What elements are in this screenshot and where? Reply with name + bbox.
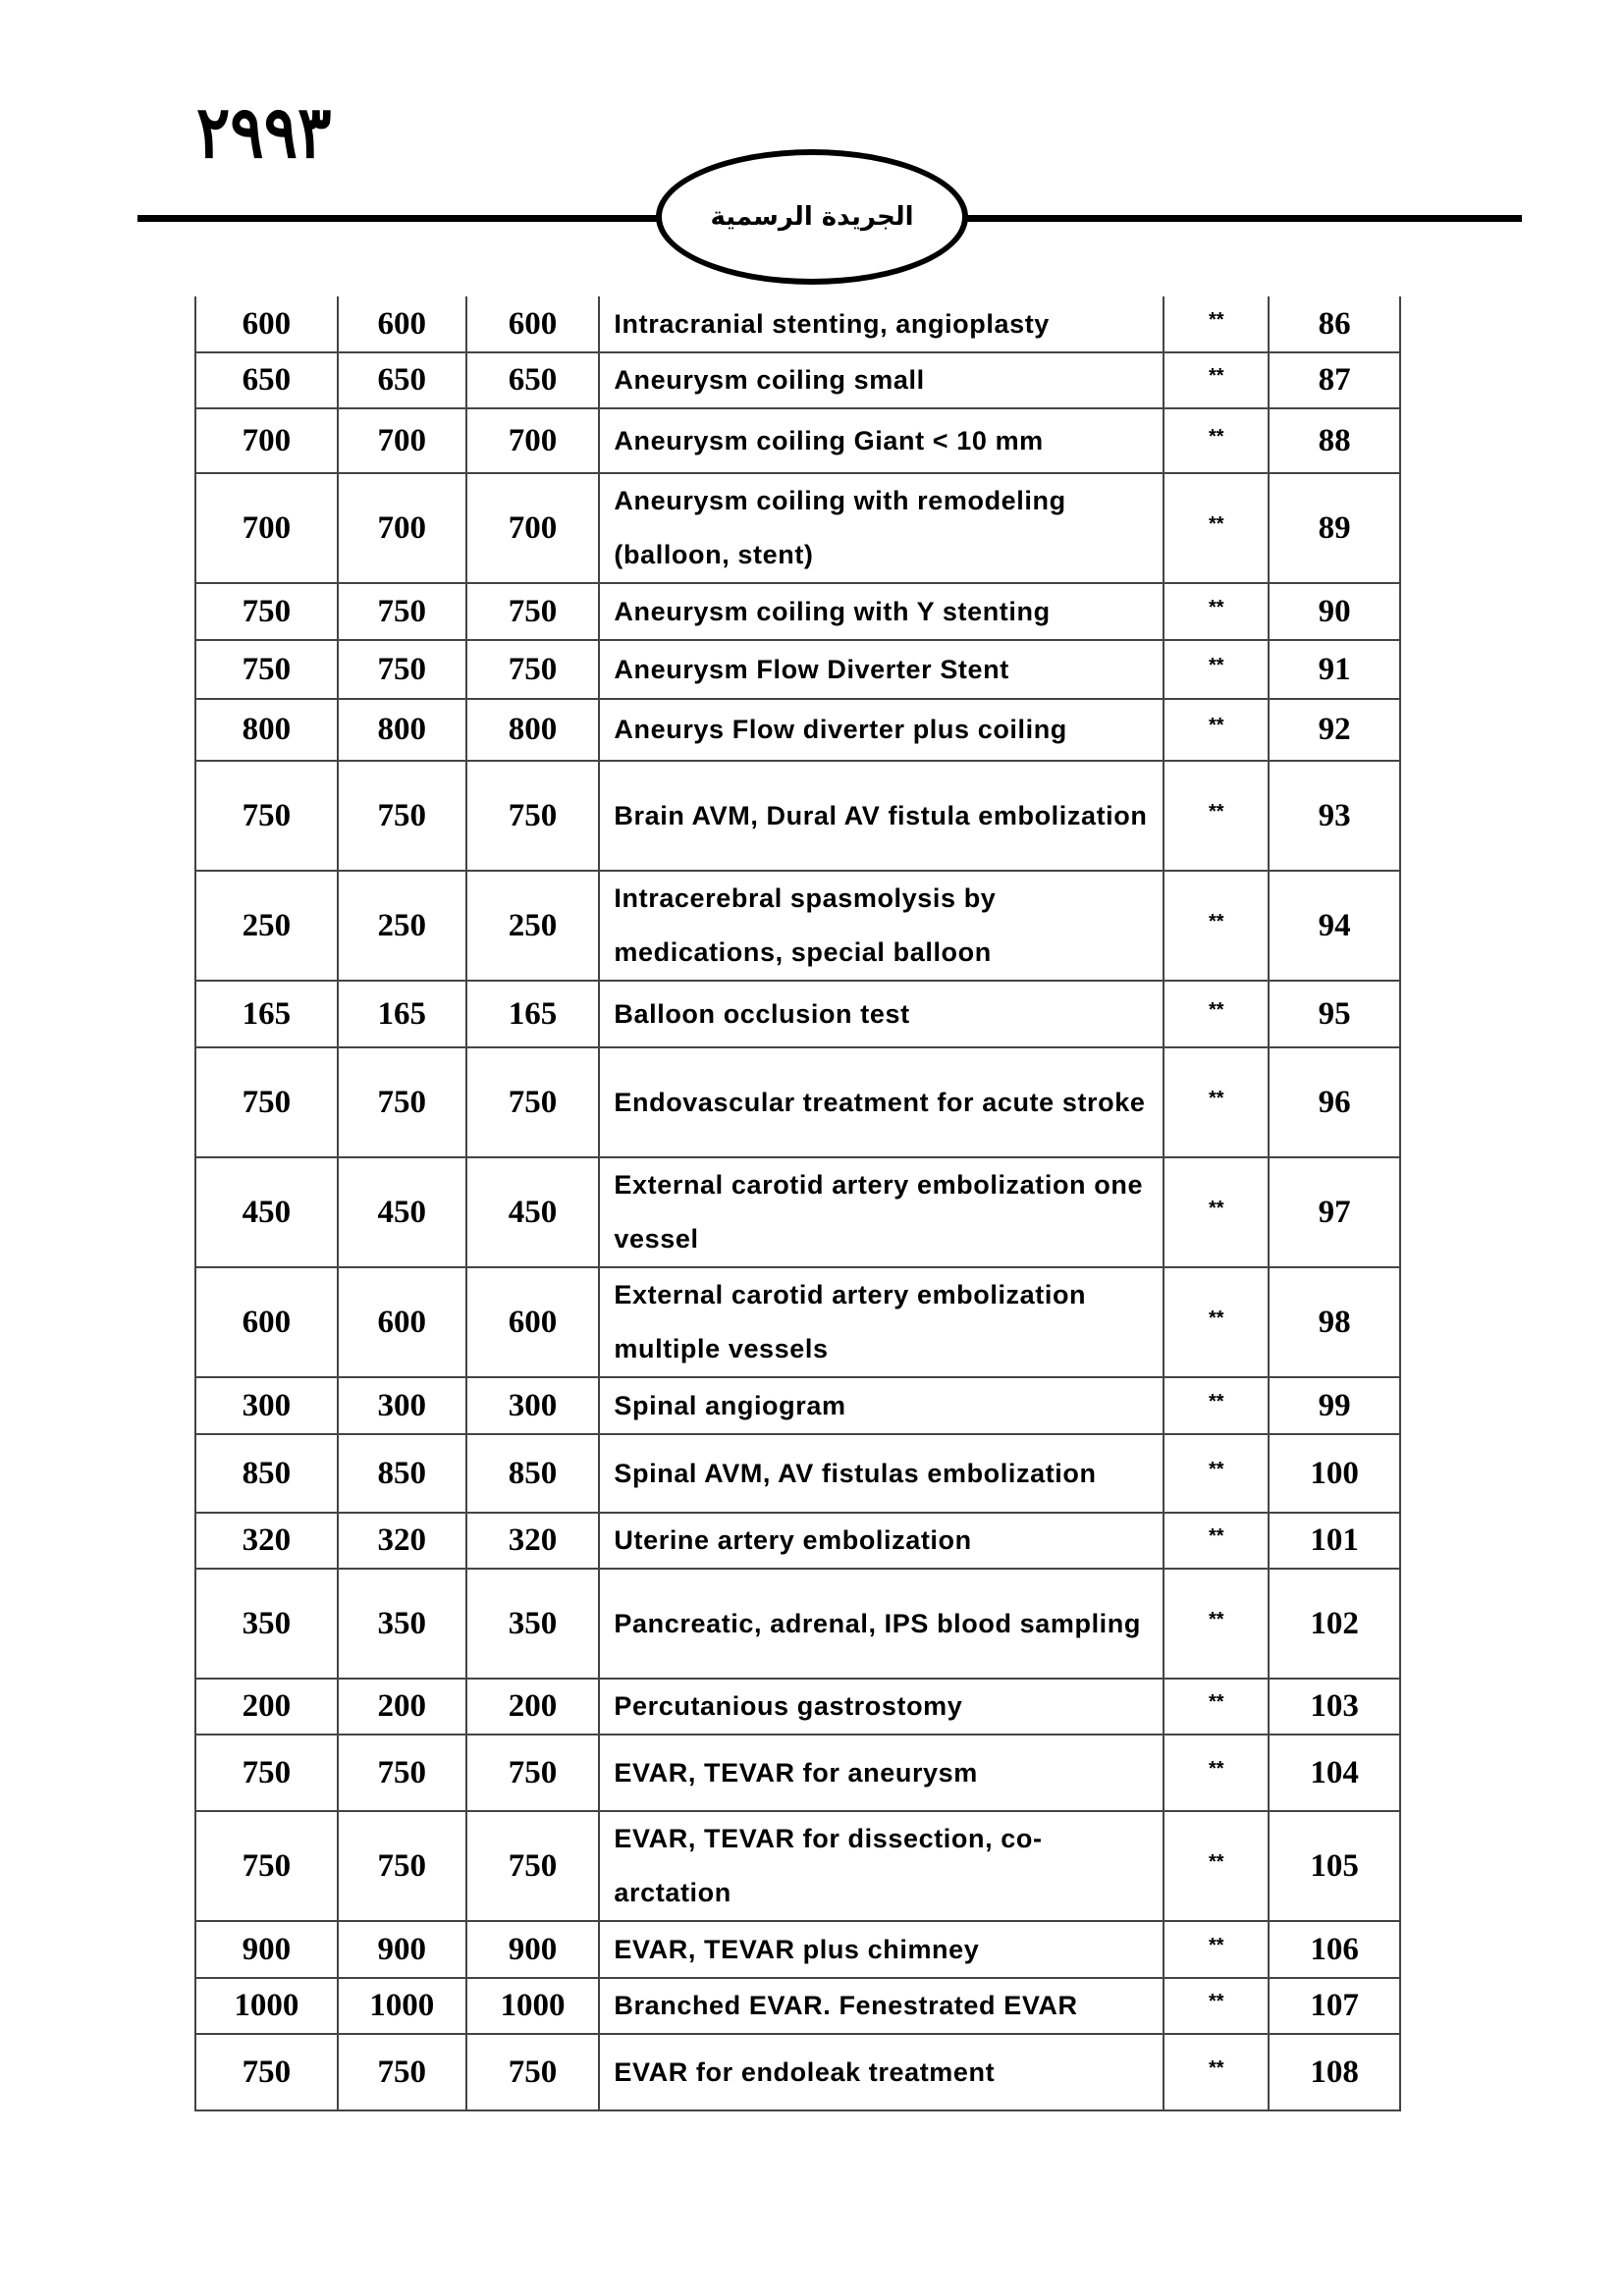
table-row: [195, 1434, 1400, 1513]
price-col-3: 750: [466, 1735, 600, 1811]
marker: **: [1164, 1679, 1269, 1735]
procedure-description: Uterine artery embolization: [599, 1513, 1164, 1569]
price-col-2: 1000: [338, 1978, 466, 2034]
price-col-3: 250: [466, 871, 600, 981]
price-col-3: 300: [466, 1377, 600, 1434]
table-row: [195, 640, 1400, 699]
item-number: 101: [1269, 1513, 1400, 1569]
price-col-1: 165: [195, 981, 338, 1047]
item-number: 106: [1269, 1921, 1400, 1978]
procedure-description: EVAR, TEVAR for aneurysm: [599, 1735, 1164, 1811]
marker: **: [1164, 1569, 1269, 1679]
price-col-2: 750: [338, 1047, 466, 1157]
marker: **: [1164, 1735, 1269, 1811]
price-col-1: 750: [195, 1811, 338, 1921]
marker: **: [1164, 2034, 1269, 2110]
price-col-3: 900: [466, 1921, 600, 1978]
price-col-2: 750: [338, 640, 466, 699]
marker: **: [1164, 473, 1269, 583]
marker: **: [1164, 408, 1269, 473]
procedure-description: Aneurysm coiling Giant < 10 mm: [599, 408, 1164, 473]
procedure-description: EVAR for endoleak treatment: [599, 2034, 1164, 2110]
price-table: [194, 296, 1401, 2111]
procedure-description: EVAR, TEVAR plus chimney: [599, 1921, 1164, 1978]
price-col-3: 750: [466, 640, 600, 699]
price-col-3: 750: [466, 583, 600, 640]
price-col-1: 750: [195, 640, 338, 699]
price-col-1: 200: [195, 1679, 338, 1735]
price-col-1: 750: [195, 1735, 338, 1811]
price-col-3: 850: [466, 1434, 600, 1513]
price-col-3: 350: [466, 1569, 600, 1679]
procedure-description: Branched EVAR. Fenestrated EVAR: [599, 1978, 1164, 2034]
price-col-3: 600: [466, 1267, 600, 1377]
price-col-2: 800: [338, 699, 466, 761]
item-number: 93: [1269, 761, 1400, 871]
price-col-2: 650: [338, 352, 466, 408]
price-col-1: 650: [195, 352, 338, 408]
procedure-description: Endovascular treatment for acute stroke: [599, 1047, 1164, 1157]
table-row: [195, 761, 1400, 871]
price-col-2: 600: [338, 296, 466, 352]
price-col-1: 250: [195, 871, 338, 981]
item-number: 96: [1269, 1047, 1400, 1157]
price-col-1: 750: [195, 1047, 338, 1157]
marker: **: [1164, 352, 1269, 408]
marker: **: [1164, 1513, 1269, 1569]
item-number: 105: [1269, 1811, 1400, 1921]
marker: **: [1164, 699, 1269, 761]
table-row: [195, 1679, 1400, 1735]
table-row: [195, 1157, 1400, 1267]
table-row: [195, 296, 1400, 352]
procedure-description: Spinal angiogram: [599, 1377, 1164, 1434]
price-col-3: 165: [466, 981, 600, 1047]
price-col-1: 450: [195, 1157, 338, 1267]
item-number: 97: [1269, 1157, 1400, 1267]
table-row: [195, 1267, 1400, 1377]
price-col-2: 600: [338, 1267, 466, 1377]
procedure-description: Intracerebral spasmolysis by medications, special balloon: [599, 871, 1164, 981]
table-row: [195, 1513, 1400, 1569]
price-col-1: 300: [195, 1377, 338, 1434]
item-number: 104: [1269, 1735, 1400, 1811]
marker: **: [1164, 1811, 1269, 1921]
procedure-description: Aneurysm Flow Diverter Stent: [599, 640, 1164, 699]
marker: **: [1164, 1157, 1269, 1267]
price-col-3: 700: [466, 473, 600, 583]
price-col-1: 350: [195, 1569, 338, 1679]
price-col-2: 850: [338, 1434, 466, 1513]
procedure-description: Aneurys Flow diverter plus coiling: [599, 699, 1164, 761]
price-col-3: 200: [466, 1679, 600, 1735]
price-col-3: 700: [466, 408, 600, 473]
table-row: [195, 1735, 1400, 1811]
price-col-1: 750: [195, 583, 338, 640]
item-number: 86: [1269, 296, 1400, 352]
marker: **: [1164, 871, 1269, 981]
table-row: [195, 473, 1400, 583]
price-col-1: 800: [195, 699, 338, 761]
price-col-2: 900: [338, 1921, 466, 1978]
price-col-3: 600: [466, 296, 600, 352]
item-number: 88: [1269, 408, 1400, 473]
procedure-description: Aneurysm coiling small: [599, 352, 1164, 408]
table-row: [195, 1047, 1400, 1157]
item-number: 99: [1269, 1377, 1400, 1434]
price-col-3: 320: [466, 1513, 600, 1569]
item-number: 91: [1269, 640, 1400, 699]
marker: **: [1164, 981, 1269, 1047]
price-col-1: 700: [195, 473, 338, 583]
marker: **: [1164, 761, 1269, 871]
table-row: [195, 583, 1400, 640]
procedure-description: Aneurysm coiling with Y stenting: [599, 583, 1164, 640]
price-col-1: 750: [195, 761, 338, 871]
price-col-2: 320: [338, 1513, 466, 1569]
marker: **: [1164, 1377, 1269, 1434]
item-number: 95: [1269, 981, 1400, 1047]
price-col-3: 650: [466, 352, 600, 408]
item-number: 94: [1269, 871, 1400, 981]
marker: **: [1164, 1978, 1269, 2034]
page-number: ٢٩٩٣: [196, 90, 332, 176]
table-row: [195, 1377, 1400, 1434]
price-col-1: 600: [195, 296, 338, 352]
price-col-2: 700: [338, 408, 466, 473]
procedure-description: Pancreatic, adrenal, IPS blood sampling: [599, 1569, 1164, 1679]
table-row: [195, 408, 1400, 473]
price-col-2: 200: [338, 1679, 466, 1735]
price-col-1: 1000: [195, 1978, 338, 2034]
procedure-description: Balloon occlusion test: [599, 981, 1164, 1047]
marker: **: [1164, 1047, 1269, 1157]
price-col-3: 750: [466, 761, 600, 871]
price-col-3: 750: [466, 1047, 600, 1157]
table-row: [195, 1921, 1400, 1978]
table-row: [195, 1569, 1400, 1679]
marker: **: [1164, 583, 1269, 640]
item-number: 103: [1269, 1679, 1400, 1735]
item-number: 92: [1269, 699, 1400, 761]
procedure-description: External carotid artery embolization one vessel: [599, 1157, 1164, 1267]
table-row: [195, 2034, 1400, 2110]
publication-emblem: [656, 149, 968, 285]
item-number: 108: [1269, 2034, 1400, 2110]
price-col-2: 250: [338, 871, 466, 981]
marker: **: [1164, 640, 1269, 699]
price-col-1: 320: [195, 1513, 338, 1569]
price-col-3: 450: [466, 1157, 600, 1267]
price-col-2: 700: [338, 473, 466, 583]
price-col-1: 900: [195, 1921, 338, 1978]
procedure-description: Brain AVM, Dural AV fistula embolization: [599, 761, 1164, 871]
price-col-1: 850: [195, 1434, 338, 1513]
price-col-3: 1000: [466, 1978, 600, 2034]
item-number: 87: [1269, 352, 1400, 408]
price-col-1: 750: [195, 2034, 338, 2110]
table-row: [195, 699, 1400, 761]
marker: **: [1164, 296, 1269, 352]
item-number: 107: [1269, 1978, 1400, 2034]
price-col-2: 750: [338, 2034, 466, 2110]
item-number: 98: [1269, 1267, 1400, 1377]
procedure-description: Percutanious gastrostomy: [599, 1679, 1164, 1735]
procedure-description: Aneurysm coiling with remodeling (balloon, stent): [599, 473, 1164, 583]
marker: **: [1164, 1921, 1269, 1978]
marker: **: [1164, 1434, 1269, 1513]
price-col-1: 600: [195, 1267, 338, 1377]
item-number: 90: [1269, 583, 1400, 640]
table-row: [195, 352, 1400, 408]
price-col-2: 350: [338, 1569, 466, 1679]
item-number: 89: [1269, 473, 1400, 583]
price-col-3: 800: [466, 699, 600, 761]
price-col-2: 750: [338, 1811, 466, 1921]
price-col-3: 750: [466, 2034, 600, 2110]
price-col-2: 450: [338, 1157, 466, 1267]
marker: **: [1164, 1267, 1269, 1377]
item-number: 100: [1269, 1434, 1400, 1513]
procedure-description: EVAR, TEVAR for dissection, co-arctation: [599, 1811, 1164, 1921]
table-row: [195, 871, 1400, 981]
table-row: [195, 981, 1400, 1047]
table-row: [195, 1811, 1400, 1921]
price-col-2: 165: [338, 981, 466, 1047]
price-col-2: 750: [338, 1735, 466, 1811]
procedure-description: Intracranial stenting, angioplasty: [599, 296, 1164, 352]
price-col-1: 700: [195, 408, 338, 473]
price-col-3: 750: [466, 1811, 600, 1921]
procedure-description: Spinal AVM, AV fistulas embolization: [599, 1434, 1164, 1513]
price-col-2: 750: [338, 761, 466, 871]
publication-title: الجريدة الرسمية: [710, 202, 914, 232]
item-number: 102: [1269, 1569, 1400, 1679]
table-row: [195, 1978, 1400, 2034]
procedure-description: External carotid artery embolization multiple vessels: [599, 1267, 1164, 1377]
price-col-2: 750: [338, 583, 466, 640]
price-col-2: 300: [338, 1377, 466, 1434]
